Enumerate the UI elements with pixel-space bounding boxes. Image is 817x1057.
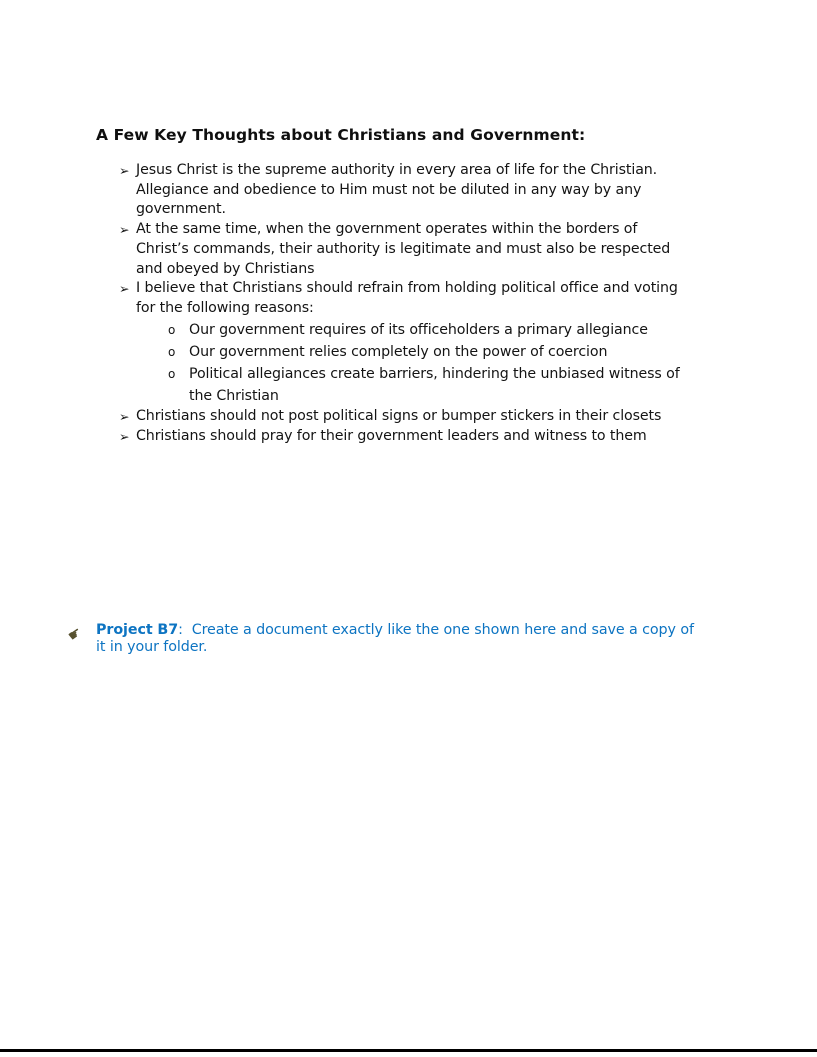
bullet-text: Christians should pray for their government leaders and witness to them: [136, 428, 647, 445]
bullet-item: [0, 407, 817, 427]
arrow-bullet-icon: ➢: [119, 429, 130, 445]
sub-bullet-item: [0, 363, 817, 407]
circle-bullet-icon: o: [168, 344, 176, 359]
bullet-text: Our government relies completely on the power of coercion: [189, 343, 608, 360]
circle-bullet-icon: o: [168, 367, 176, 382]
circle-bullet-icon: o: [168, 322, 176, 337]
page-title: A Few Key Thoughts about Christians and Government:: [96, 126, 586, 144]
bullet-item: [0, 279, 817, 318]
bullet-text: I believe that Christians should refrain from holding political office and voting for the following reasons:: [136, 280, 678, 316]
project-label: Project B7: [96, 622, 179, 638]
pointing-hand-icon: ☛: [64, 622, 86, 646]
bullet-item: [0, 161, 817, 220]
sub-bullet-item: [0, 341, 817, 363]
project-description: : Create a document exactly like the one shown here and save a copy of it in your folder.: [96, 622, 694, 655]
bullet-text: Jesus Christ is the supreme authority in every area of life for the Christian. Allegiance and obedience to Him must not be diluted in any way by any government.: [136, 162, 658, 218]
project-text: [96, 622, 760, 656]
bullet-text: Our government requires of its officeholders a primary allegiance: [189, 321, 648, 338]
bullet-item: [0, 220, 817, 279]
bullet-text: At the same time, when the government operates within the borders of Christ’s commands, their authority is legitimate and must also be respected and obeyed by Christians: [136, 221, 671, 277]
bullet-text: Political allegiances create barriers, hindering the unbiased witness of the Christian: [189, 366, 680, 405]
bullet-text: Christians should not post political signs or bumper stickers in their closets: [136, 408, 662, 425]
project-note: [0, 622, 760, 656]
bullet-item: [0, 427, 817, 447]
arrow-bullet-icon: ➢: [119, 409, 130, 425]
arrow-bullet-icon: ➢: [119, 222, 130, 238]
sub-bullet-item: [0, 319, 817, 341]
bullet-list: [0, 161, 817, 447]
arrow-bullet-icon: ➢: [119, 163, 130, 178]
page-bottom-edge: [0, 1049, 817, 1052]
arrow-bullet-icon: ➢: [119, 281, 130, 297]
